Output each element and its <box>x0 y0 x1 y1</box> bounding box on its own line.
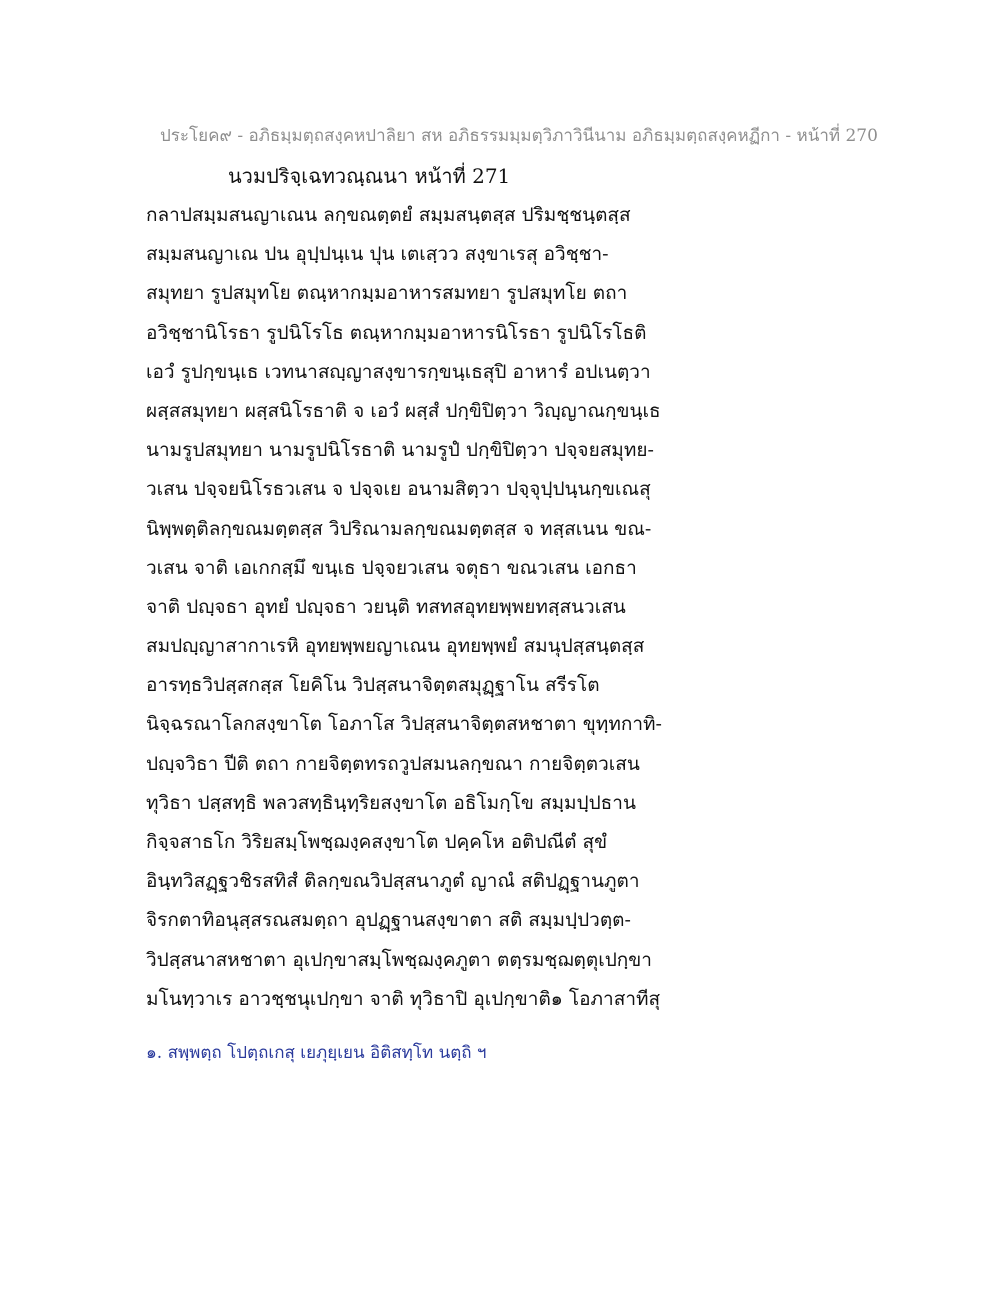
text-line: จาติ ปญฺจธา อุทยํ ปญฺจธา วยนฺติ ทสทสอุทยพฺพยทสฺสนวเสน <box>146 595 626 618</box>
text-line: วิปสฺสนาสหชาตา อุเปกฺขาสมฺโพชฺฌงฺคภูตา ตตฺรมชฺฌตฺตุเปกฺขา <box>146 948 652 971</box>
text-line: เอวํ รูปกฺขนฺเธ เวทนาสญฺญาสงฺขารกฺขนฺเธสุปิ อาหารํ อปเนตฺวา <box>146 360 651 383</box>
text-line: นามรูปสมุทยา นามรูปนิโรธาติ นามรูปํ ปกฺขิปิตฺวา ปจฺจยสมุทย- <box>146 439 654 462</box>
running-header: ประโยค๙ - อภิธมฺมตฺถสงฺคหปาลิยา สห อภิธรรมมฺมตฺวิภาวินีนาม อภิธมฺมตฺถสงฺคหฏีกา - หน้าที่ 270 <box>160 126 878 146</box>
text-line: วเสน จาติ เอเกกสฺมึ ขนฺเธ ปจฺจยวเสน จตุธา ขณวเสน เอกธา <box>146 556 637 579</box>
text-line: สมฺมสนญาเณ ปน อุปฺปนฺเน ปุน เตเสฺวว สงฺขาเรสุ อวิชฺชา- <box>146 243 609 266</box>
text-line: จิรกตาทิอนุสฺสรณสมตฺถา อุปฏฺฐานสงฺขาตา สติ สมฺมปฺปวตฺต- <box>146 909 631 932</box>
text-line: วเสน ปจฺจยนิโรธวเสน จ ปจฺจเย อนามสิตฺวา ปจฺจุปฺปนฺนกฺขเณสุ <box>146 478 651 501</box>
text-line: อารทฺธวิปสฺสกสฺส โยคิโน วิปสฺสนาจิตฺตสมุฏฺฐาโน สรีรโต <box>146 674 600 697</box>
text-line: กิจฺจสาธโก วิริยสมฺโพชฺฌงฺคสงฺขาโต ปคฺคโห อติปณีตํ สุขํ <box>146 831 608 853</box>
text-line: นิจฺฉรณาโลกสงฺขาโต โอภาโส วิปสฺสนาจิตฺตสหชาตา ขุทฺทกาทิ- <box>146 713 662 736</box>
text-line: มโนทฺวาเร อาวชฺชนุเปกฺขา จาติ ทุวิธาปิ อุเปกฺขาติ๑ โอภาสาทีสุ <box>146 987 661 1010</box>
text-line: นิพฺพตฺติลกฺขณมตฺตสฺส วิปริณามลกฺขณมตฺตสฺส จ ทสฺสเนน ขณ- <box>146 517 652 540</box>
footnote: ๑. สพฺพตฺถ โปตฺถเกสุ เยภุยฺเยน อิติสทฺโท นตฺถิ ฯ <box>146 1043 487 1063</box>
text-line: อินฺทวิสฏฺฐวชิรสทิสํ ติลกฺขณวิปสฺสนาภูตํ ญาณํ สติปฏฺฐานภูตา <box>146 870 640 893</box>
text-line: ปญฺจวิธา ปีติ ตถา กายจิตฺตทรถวูปสมนลกฺขณา กายจิตฺตวเสน <box>146 752 640 775</box>
text-line: กลาปสมฺมสนญาเณน ลกฺขณตฺตยํ สมฺมสนฺตสฺส ปริมชฺชนฺตสฺส <box>146 204 631 226</box>
text-line: ทุวิธา ปสฺสทฺธิ พลวสทฺธินฺทฺริยสงฺขาโต อธิโมกฺโข สมฺมปฺปธาน <box>146 791 636 814</box>
body-text <box>146 201 906 1024</box>
text-line: อวิชฺชานิโรธา รูปนิโรโธ ตณฺหากมฺมอาหารนิโรธา รูปนิโรโธติ <box>146 321 647 344</box>
text-line: ผสฺสสมุทยา ผสฺสนิโรธาติ จ เอวํ ผสฺสํ ปกฺขิปิตฺวา วิญฺญาณกฺขนฺเธ <box>146 399 661 422</box>
chapter-heading: นวมปริจฺเฉทวณฺณนา หน้าที่ 271 <box>228 164 511 188</box>
text-line: สมปญฺญาสากาเรหิ อุทยพฺพยญาเณน อุทยพฺพยํ สมนุปสฺสนฺตสฺส <box>146 635 645 658</box>
text-line: สมุทยา รูปสมุทโย ตณฺหากมฺมอาหารสมทยา รูปสมุทโย ตถา <box>146 282 628 305</box>
